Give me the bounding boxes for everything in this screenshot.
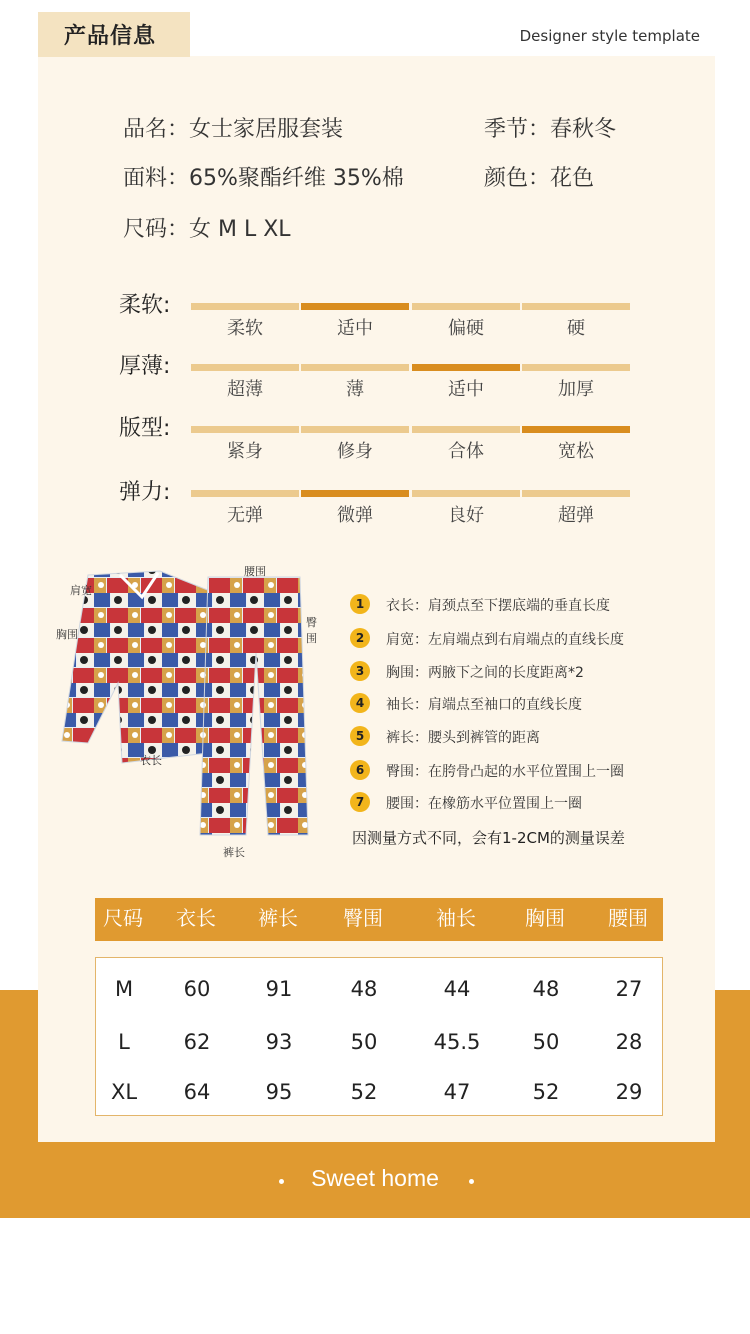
attribute-label: 弹力: [119,480,171,505]
product-fabric: 面料：65%聚酯纤维 35%棉 [123,166,404,191]
scale-option: 适中 [448,379,484,400]
scale-option: 修身 [337,441,373,462]
table-header-cell: 胸围 [525,906,565,930]
measurement-text: 裤长：腰头到裤管的距离 [386,730,540,746]
pajama-illustration [56,563,320,859]
table-cell: 95 [265,1080,293,1104]
scale-bar [191,303,299,310]
table-cell: 50 [350,1030,378,1054]
scale-option: 合体 [448,441,484,462]
scale-bar [522,303,630,310]
measurement-text: 胸围：两腋下之间的长度距离*2 [386,665,584,681]
pajama-image [60,563,320,853]
scale-option: 无弹 [227,505,263,526]
scale-option: 超薄 [227,379,263,400]
table-cell: 50 [532,1030,560,1054]
table-cell: 60 [183,977,211,1001]
scale-bar [412,303,520,310]
table-cell: 48 [532,977,560,1001]
product-size: 尺码：女 M L XL [123,217,291,242]
table-cell: M [114,977,134,1001]
scale-bar [412,364,520,371]
table-cell: 52 [532,1080,560,1104]
measurement-text: 肩宽：左肩端点到右肩端点的直线长度 [386,632,624,648]
measurement-text: 臀围：在胯骨凸起的水平位置围上一圈 [386,764,624,780]
measurement-text: 袖长：肩端点至袖口的直线长度 [386,697,582,713]
table-cell: 64 [183,1080,211,1104]
size-table-header [95,898,663,941]
scale-bar [522,426,630,433]
scale-bar [301,490,409,497]
label-chest: 胸围 [56,628,78,641]
label-length: 衣长 [140,754,162,767]
number-badge-icon: 2 [350,628,370,648]
scale-option: 宽松 [558,441,594,462]
table-cell: XL [110,1080,138,1104]
designer-caption: Designer style template [519,27,700,45]
table-header-cell: 臀围 [343,906,383,930]
table-cell: 29 [615,1080,643,1104]
footer-tagline: Sweet home [311,1165,439,1191]
footer-dot-right [469,1179,474,1184]
scale-bar [522,364,630,371]
measurement-text: 衣长：肩颈点至下摆底端的垂直长度 [386,598,610,614]
scale-bar [412,426,520,433]
number-badge-icon: 1 [350,594,370,614]
table-header-cell: 衣长 [176,906,216,930]
table-cell: 91 [265,977,293,1001]
scale-bar [191,364,299,371]
measurement-note: 因测量方式不同，会有1-2CM的测量误差 [352,829,625,847]
number-badge-icon: 3 [350,661,370,681]
attribute-label: 厚薄: [119,354,171,379]
table-cell: 44 [443,977,471,1001]
table-header-cell: 尺码 [103,906,143,930]
section-title: 产品信息 [64,24,157,49]
scale-option: 硬 [567,318,585,339]
table-cell: 52 [350,1080,378,1104]
table-cell: 93 [265,1030,293,1054]
table-cell: 62 [183,1030,211,1054]
product-color: 颜色：花色 [484,166,595,191]
scale-bar [191,426,299,433]
number-badge-icon: 6 [350,760,370,780]
label-pant-length: 裤长 [223,846,245,859]
number-badge-icon: 5 [350,726,370,746]
scale-bar [301,426,409,433]
scale-option: 柔软 [227,318,263,339]
measurement-text: 腰围：在橡筋水平位置围上一圈 [386,796,582,812]
table-header-cell: 裤长 [258,906,298,930]
scale-bar [191,490,299,497]
scale-option: 紧身 [227,441,263,462]
table-cell: 45.5 [433,1030,481,1054]
scale-option: 偏硬 [448,318,484,339]
table-cell: 27 [615,977,643,1001]
scale-bar [522,490,630,497]
table-cell: 28 [615,1030,643,1054]
scale-bar [412,490,520,497]
scale-option: 超弹 [558,505,594,526]
table-cell: 48 [350,977,378,1001]
attribute-label: 柔软: [119,293,171,318]
scale-option: 加厚 [558,379,594,400]
scale-option: 良好 [448,505,484,526]
product-season: 季节：春秋冬 [484,117,617,142]
product-name: 品名：女士家居服套装 [123,117,344,142]
scale-option: 薄 [346,379,364,400]
scale-option: 适中 [337,318,373,339]
table-header-cell: 袖长 [436,906,476,930]
label-waist: 腰围 [244,565,266,578]
label-hip: 臀围 [306,616,317,645]
scale-bar [301,303,409,310]
table-header-cell: 腰围 [608,906,648,930]
scale-option: 微弹 [337,505,373,526]
number-badge-icon: 4 [350,693,370,713]
attribute-label: 版型: [119,416,171,441]
table-cell: L [118,1030,130,1054]
label-shoulder: 肩宽 [70,584,92,597]
table-cell: 47 [443,1080,471,1104]
number-badge-icon: 7 [350,792,370,812]
scale-bar [301,364,409,371]
size-table-body [95,957,663,1116]
